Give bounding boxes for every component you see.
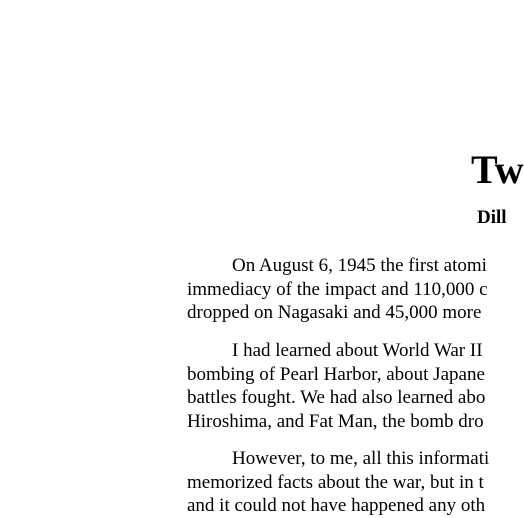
- paragraph-line: battles fought. We had also learned abo: [187, 387, 486, 408]
- paragraph-line: Hiroshima, and Fat Man, the bomb dro: [187, 410, 484, 432]
- paragraph-line: On August 6, 1945 the first atomi: [232, 255, 487, 276]
- paragraph-line: bombing of Pearl Harbor, about Japane: [187, 363, 485, 385]
- paragraph-3: [187, 447, 517, 518]
- paragraph-line: memorized facts about the war, but in t: [187, 471, 484, 493]
- paragraph-line: However, to me, all this informati: [232, 448, 490, 469]
- paragraph-line: immediacy of the impact and 110,000 c: [187, 278, 488, 300]
- document-author: Dill: [477, 207, 507, 228]
- paragraph-1: [187, 254, 517, 325]
- document-title: Tw: [471, 147, 524, 192]
- paragraph-line: I had learned about World War II: [232, 340, 483, 361]
- paragraph-line: dropped on Nagasaki and 45,000 more: [187, 302, 482, 323]
- paragraph-2: [187, 339, 517, 433]
- paragraph-line: and it could not have happened any oth: [187, 495, 486, 516]
